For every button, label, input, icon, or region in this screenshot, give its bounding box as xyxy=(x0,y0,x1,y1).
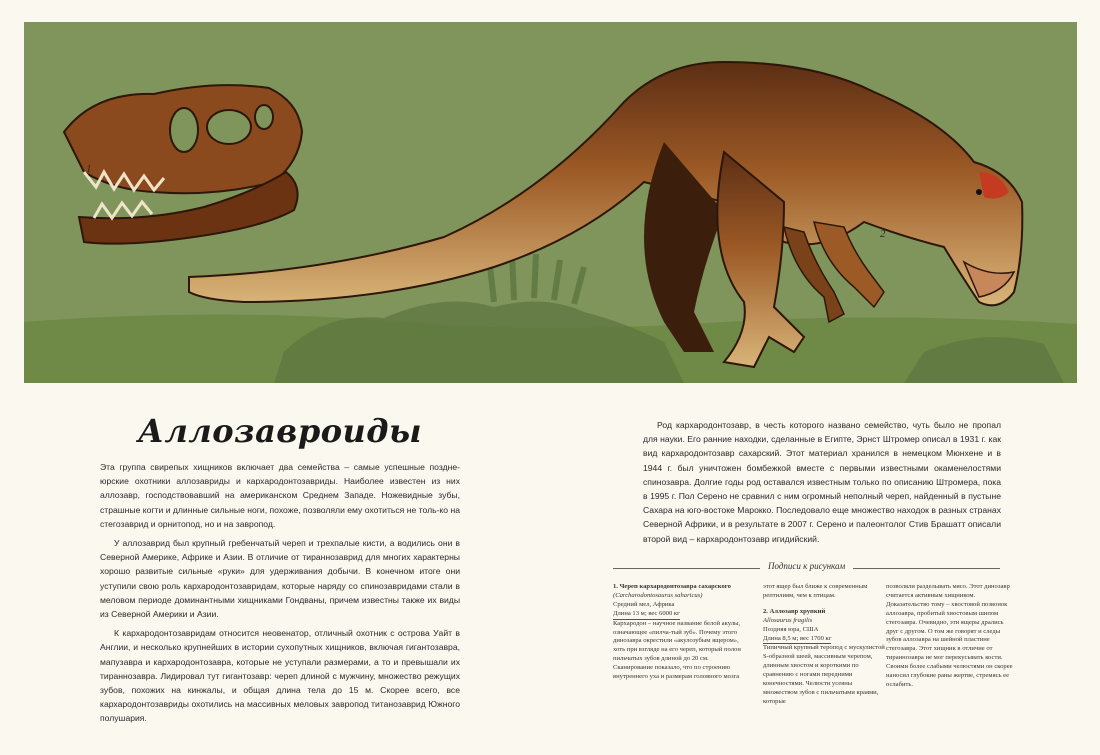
left-paragraph-2: У аллозаврид был крупный гребенчатый череп и трехпалые кисти, а водились они в Северной Америке, Африке и Азии. В отличие от тираннозаврид для многих характерны хорошо развитые сильные «руки» для удерживания добычи. В конечном итоге они уступили свою роль кархародонтозавридам, которые наряду со спинозавридами стали в меловом периоде доминантными хищниками Гондваны, причем известны также их виды из Северной Америки и Азии. xyxy=(100,538,460,620)
caption-1-text-continued: этот ящер был ближе к современным рептилиям, чем к птицам. xyxy=(763,583,868,599)
right-column xyxy=(643,418,1001,551)
caption-2-latin: Allosaurus fragilis xyxy=(763,616,813,624)
caption-1-size: Длина 13 м; вес 6000 кг xyxy=(613,610,680,620)
caption-1-title: 1. Череп кархародонтозавра сахарского xyxy=(613,583,731,590)
captions-heading: Подписи к рисункам xyxy=(760,561,853,571)
caption-column-1 xyxy=(613,583,741,682)
carcharodontosaurus-skull xyxy=(64,85,302,244)
caption-1-latin: (Carcharodontosaurus saharicus) xyxy=(613,591,703,599)
caption-2-text-continued: позволяли разделывать мясо. Этот динозавр считается активным хищником. Доказательство тому – хвостовой позвонок аллозавра, пробитый хвостовым шипом стегозавра. Очевидно, эти ящеры дрались друг с другом. О том же говорят и следы зубов аллозавра на шейной пластине стегозавра. Этот хищник в отличие от тираннозавра не мог перекусывать кости. Своими более слабыми челюстями он скорее наносил глубокие раны жертве, стремясь ее ослабить. xyxy=(886,583,1013,688)
caption-2-size: Длина 8,5 м; вес 1700 кг xyxy=(763,635,831,645)
caption-2-age: Поздняя юра, США xyxy=(763,625,819,633)
caption-1-text: Кархародон – научное название белой акулы, означающее «пилча-тый зуб». Почему этого динозавра окрестили «акулозубым ящером», хоть при взгляде на его череп, который полон пильчатых зубов длиной до 20 см. Сканирование показало, что по строению внутреннего уха и размерам головного мозга xyxy=(613,619,741,681)
caption-1-age: Средний мел, Африка xyxy=(613,600,675,608)
caption-column-2 xyxy=(763,583,885,707)
figure-label-2: 2 xyxy=(880,228,886,240)
page-title: Аллозавроиды xyxy=(137,412,423,450)
left-paragraph-1: Эта группа свирепых хищников включает два семейства – самые успешные поздне-юрские охотники аллозавриды и кархародонтозавриды. Наиболее известен из них аллозавр, господствовавший на американском Среднем Западе. Ножевидные зубы, страшные когти и длинные сильные ноги, похоже, позволяли ему охотиться не толь-ко на стегозаврид и орнитопод, но и на завропод. xyxy=(100,462,460,529)
left-paragraph-3: К кархародонтозавридам относится неовенатор, отличный охотник с острова Уайт в Англии, и несколько крупнейших в истории сухопутных хищников, включая гигантозавра, мапузавра и кархародонтозавра, которые не уступали размерами, а то и превышали их тираннозавра. Лидировал тут гигантозавр: череп длиной с мужчину, множество режущих зубов, похожих на кинжалы, и общая длина тела до 15 м. Скорее всего, все кархародонтозавриды охотились на массивных меловых завропод титанозаврид Южного полушария. xyxy=(100,628,460,724)
caption-2-text: Типичный крупный теропод с мускулистой S-образной шеей, массивным черепом, длинным хвостом и короткими по сравнению с ногами передними конечностями. Челюсти усеяны множеством зубов с пильчатыми краями, которые xyxy=(763,644,885,705)
figure-label-1: 1 xyxy=(86,163,92,175)
left-column xyxy=(100,460,460,731)
dinosaur-illustration xyxy=(24,22,1077,383)
right-paragraph-1: Род кархародонтозавр, в честь которого названо семейство, чуть было не пропал для науки. Его ранние находки, сделанные в Египте, Эрнст Штромер описал в 1931 г. как вид кархародонтозавр сахарский. Этот материал хранился в немецком Мюнхене и в 1944 г. был уничтожен бомбежкой вместе с первыми известными окаменелостями спинозавра. Долгие годы род оставался известным только по описанию Штромера, пока в 1995 г. Пол Серено не сравнил с ним огромный неполный череп, найденный в пустыне Сахара на юго-востоке Марокко. Последовало еще множество находок в разных странах Северной Африки, и в результате в 2007 г. Серено и палеонтолог Стив Брашатт описали второй вид – кархародонтозавр игидийский. xyxy=(643,420,1001,544)
caption-column-3 xyxy=(886,583,1014,690)
caption-2-title: 2. Аллозавр хрупкий xyxy=(763,607,826,615)
